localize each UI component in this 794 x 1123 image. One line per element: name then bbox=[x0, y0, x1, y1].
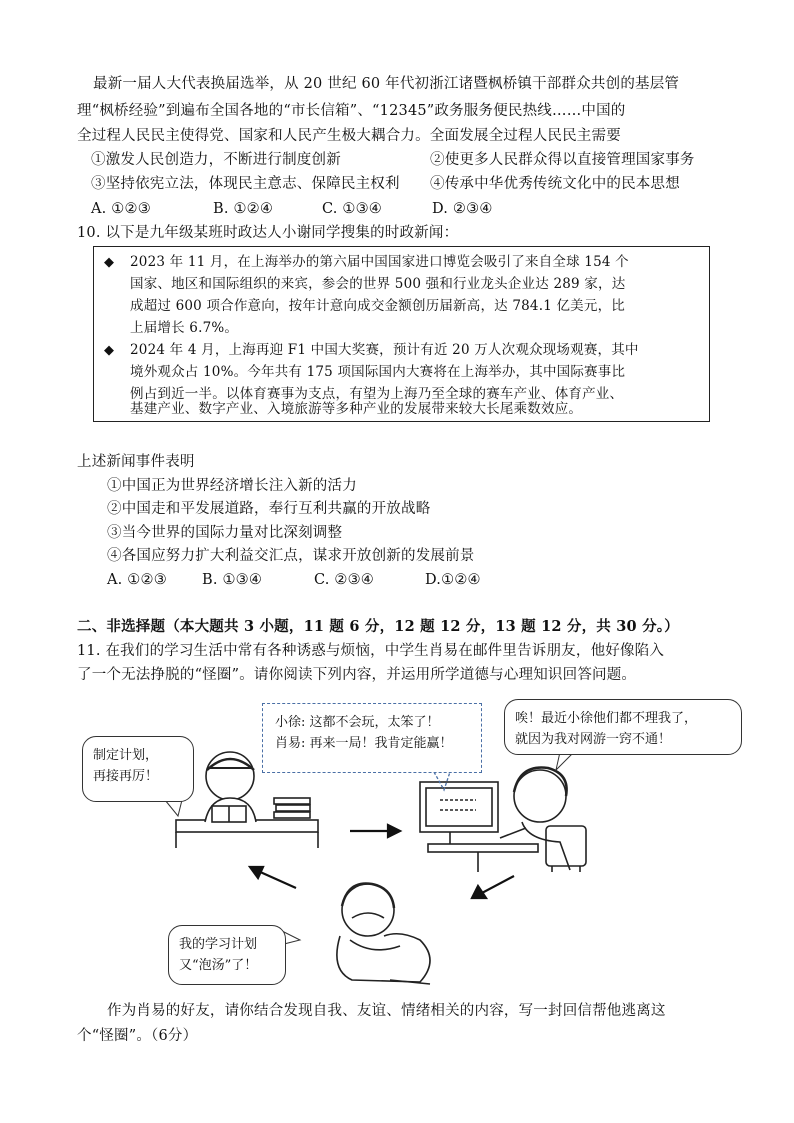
failure-speech-bubble bbox=[168, 925, 286, 985]
q9-choice-d: D. ②③④ bbox=[432, 201, 493, 217]
diamond-bullet-icon: ◆ bbox=[104, 343, 115, 358]
news-1-line-4: 上届增长 6.7%。 bbox=[130, 320, 239, 336]
arrow-right-icon bbox=[350, 825, 400, 837]
q9-choice-c: C. ①③④ bbox=[322, 201, 382, 217]
game-dialogue-box bbox=[262, 703, 482, 773]
news-2-line-2: 境外观众占 10%。今年共有 175 项国际国内大赛将在上海举办，其中国际赛事比 bbox=[130, 364, 626, 380]
q9-option-1: ①激发人民创造力，不断进行制度创新 bbox=[91, 152, 341, 168]
news-2-line-3: 例占到近一半。以体育赛事为支点，有望为上海乃至全球的赛车产业、体育产业、 bbox=[130, 386, 624, 402]
q9-choice-b: B. ①②④ bbox=[213, 201, 274, 217]
dialogue-line-2: 肖易: 再来一局！我肯定能赢！ bbox=[275, 736, 453, 751]
sigh-speech-bubble bbox=[504, 699, 742, 755]
plan-bubble-line-2: 再接再厉！ bbox=[93, 769, 159, 784]
q10-option-2: ②中国走和平发展道路，奉行互利共赢的开放战略 bbox=[107, 501, 431, 517]
news-1-line-3: 成超过 600 项合作意向，按年计意向成交金额创历届新高，达 784.1 亿美元，比 bbox=[130, 298, 625, 314]
arrow-up-left-icon bbox=[250, 867, 296, 888]
news-2-line-1: 2024 年 4 月，上海再迎 F1 中国大奖赛，预计有近 20 万人次观众现场观赛，其中 bbox=[130, 342, 639, 358]
news-1-line-2: 国家、地区和国际组织的来宾，参会的世界 500 强和行业龙头企业达 289 家，达 bbox=[130, 276, 626, 292]
arrow-down-left-icon bbox=[472, 876, 514, 898]
q11-task-line-2: 个“怪圈”。（6分） bbox=[77, 1028, 198, 1044]
news-1-line-1: 2023 年 11 月，在上海举办的第六届中国国家进口博览会吸引了来自全球 154 个 bbox=[130, 254, 629, 270]
q10-option-4: ④各国应努力扩大利益交汇点，谋求开放创新的发展前景 bbox=[107, 548, 475, 564]
section-heading: 二、非选择题（本大题共 3 小题，11 题 6 分，12 题 12 分，13 题 12 分，共 30 分。） bbox=[77, 618, 679, 635]
q10-option-1: ①中国正为世界经济增长注入新的活力 bbox=[107, 478, 357, 494]
dialogue-line-1: 小徐: 这都不会玩，太笨了！ bbox=[275, 715, 440, 730]
sigh-bubble-line-1: 唉！最近小徐他们都不理我了， bbox=[515, 711, 698, 726]
q10-choice-c: C. ②③④ bbox=[314, 572, 374, 588]
diamond-bullet-icon: ◆ bbox=[104, 255, 115, 270]
gaming-boy-figure bbox=[420, 768, 586, 873]
q11-stem-line-2: 了一个无法挣脱的“怪圈”。请你阅读下列内容，并运用所学道德与心理知识回答问题。 bbox=[77, 667, 637, 683]
q10-choice-d: D.①②④ bbox=[425, 572, 481, 588]
q9-choice-a: A. ①②③ bbox=[91, 201, 151, 217]
q11-task-line-1: 作为肖易的好友，请你结合发现自我、友谊、情绪相关的内容，写一封回信帮他逃离这 bbox=[107, 1003, 666, 1019]
q10-choice-b: B. ①③④ bbox=[202, 572, 263, 588]
q9-stem-line-1: 最新一届人大代表换届选举，从 20 世纪 60 年代初浙江诸暨枫桥镇干部群众共创的基层管 bbox=[93, 76, 680, 92]
sigh-bubble-line-2: 就因为我对网游一窍不通！ bbox=[515, 732, 672, 747]
q10-option-3: ③当今世界的国际力量对比深刻调整 bbox=[107, 525, 343, 541]
q9-stem-line-3: 全过程人民民主使得党、国家和人民产生极大耦合力。全面发展全过程人民民主需要 bbox=[77, 128, 621, 144]
q9-option-2: ②使更多人民群众得以直接管理国家事务 bbox=[430, 152, 695, 168]
sad-boy-figure bbox=[337, 883, 430, 984]
q9-option-4: ④传承中华优秀传统文化中的民本思想 bbox=[430, 176, 680, 192]
failure-bubble-line-2: 又“泡汤”了！ bbox=[179, 958, 258, 973]
q10-choice-a: A. ①②③ bbox=[107, 572, 167, 588]
plan-speech-bubble bbox=[82, 736, 194, 802]
failure-bubble-line-1: 我的学习计划 bbox=[179, 937, 258, 952]
plan-bubble-line-1: 制定计划， bbox=[93, 748, 159, 763]
news-2-line-4: 基建产业、数字产业、入境旅游等多种产业的发展带来较大长尾乘数效应。 bbox=[130, 401, 583, 417]
q10-intro: 上述新闻事件表明 bbox=[77, 454, 195, 470]
q10-stem: 10. 以下是九年级某班时政达人小谢同学搜集的时政新闻： bbox=[77, 225, 459, 241]
q11-stem-line-1: 11. 在我们的学习生活中常有各种诱惑与烦恼，中学生肖易在邮件里告诉朋友，他好像陷入 bbox=[77, 643, 665, 659]
q9-option-3: ③坚持依宪立法，体现民主意志、保障民主权利 bbox=[91, 176, 400, 192]
q9-stem-line-2: 理“枫桥经验”到遍布全国各地的“市长信箱”、“12345”政务服务便民热线……中国的 bbox=[77, 103, 626, 119]
